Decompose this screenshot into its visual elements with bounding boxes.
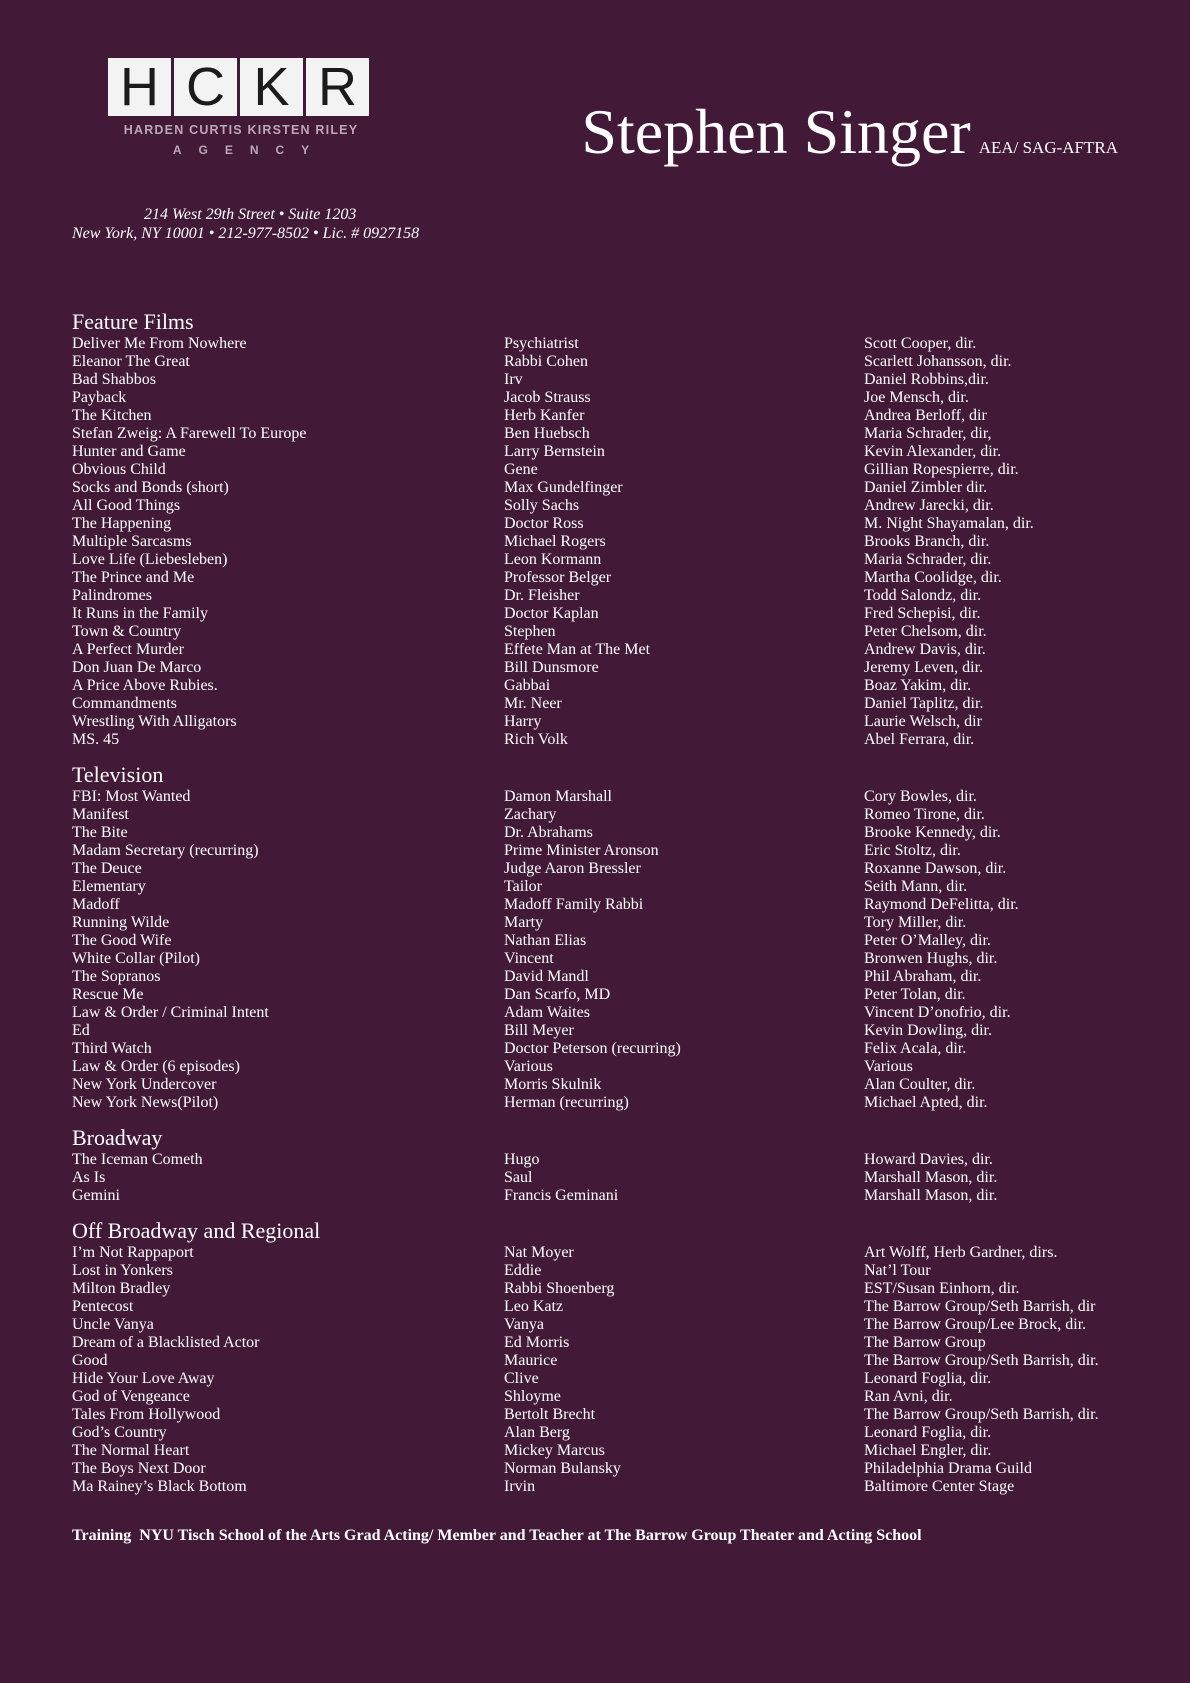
credit-role: Leon Kormann <box>504 551 602 568</box>
credit-row <box>72 950 1132 968</box>
credit-role: Stephen <box>504 623 556 640</box>
credit-director: Various <box>864 1058 913 1075</box>
credit-title: Payback <box>72 389 127 406</box>
credit-role: Mickey Marcus <box>504 1442 605 1459</box>
credit-role: Max Gundelfinger <box>504 479 623 496</box>
credit-title: Milton Bradley <box>72 1280 171 1297</box>
credit-title: Madam Secretary (recurring) <box>72 842 259 859</box>
credit-director: Peter Tolan, dir. <box>864 986 966 1003</box>
credit-role: Bill Dunsmore <box>504 659 599 676</box>
credit-role: Effete Man at The Met <box>504 641 651 658</box>
credit-director: Roxanne Dawson, dir. <box>864 860 1007 877</box>
credit-title: Lost in Yonkers <box>72 1262 173 1279</box>
credit-title: Law & Order (6 episodes) <box>72 1058 240 1075</box>
credit-role: Judge Aaron Bressler <box>504 860 641 877</box>
credit-role: Saul <box>504 1169 533 1186</box>
credit-row <box>72 1262 1132 1280</box>
credit-title: Tales From Hollywood <box>72 1406 221 1423</box>
credit-title: Town & Country <box>72 623 182 640</box>
credit-role: Maurice <box>504 1352 558 1369</box>
credit-director: Scott Cooper, dir. <box>864 335 977 352</box>
credit-row <box>72 860 1132 878</box>
credit-row <box>72 1187 1132 1205</box>
credit-role: Tailor <box>504 878 542 895</box>
credit-title: A Perfect Murder <box>72 641 184 658</box>
credit-director: Daniel Zimbler dir. <box>864 479 988 496</box>
credit-director: Peter O’Malley, dir. <box>864 932 991 949</box>
credit-director: Maria Schrader, dir. <box>864 551 992 568</box>
credit-row <box>72 986 1132 1004</box>
credit-title: I’m Not Rappaport <box>72 1244 194 1261</box>
credit-director: Daniel Taplitz, dir. <box>864 695 984 712</box>
credit-title: Deliver Me From Nowhere <box>72 335 247 352</box>
credit-row <box>72 1424 1132 1442</box>
credit-role: Rabbi Cohen <box>504 353 588 370</box>
credit-row <box>72 824 1132 842</box>
credit-row <box>72 842 1132 860</box>
credit-title: Multiple Sarcasms <box>72 533 192 550</box>
credit-row <box>72 1334 1132 1352</box>
credit-title: New York News(Pilot) <box>72 1094 219 1111</box>
credit-row <box>72 932 1132 950</box>
agency-logo <box>108 58 374 163</box>
credit-director: Gillian Ropespierre, dir. <box>864 461 1019 478</box>
credit-row <box>72 677 1132 695</box>
credit-row <box>72 1388 1132 1406</box>
credit-row <box>72 407 1132 425</box>
credit-role: Shloyme <box>504 1388 561 1405</box>
section-title: Off Broadway and Regional <box>72 1218 321 1243</box>
credit-role: Jacob Strauss <box>504 389 591 406</box>
credit-director: Fred Schepisi, dir. <box>864 605 981 622</box>
credit-row <box>72 335 1132 353</box>
credit-role: Gabbai <box>504 677 551 694</box>
agency-word: AGENCY <box>172 143 327 157</box>
credit-title: Wrestling With Alligators <box>72 713 237 730</box>
credit-title: Stefan Zweig: A Farewell To Europe <box>72 425 307 442</box>
credit-title: Good <box>72 1352 108 1369</box>
credit-director: Scarlett Johansson, dir. <box>864 353 1012 370</box>
credit-director: Alan Coulter, dir. <box>864 1076 976 1093</box>
credit-row <box>72 695 1132 713</box>
credit-director: Michael Apted, dir. <box>864 1094 988 1111</box>
credit-title: The Prince and Me <box>72 569 195 586</box>
credit-title: Hide Your Love Away <box>72 1370 215 1387</box>
credit-role: Bill Meyer <box>504 1022 574 1039</box>
credit-director: Martha Coolidge, dir. <box>864 569 1002 586</box>
credit-role: David Mandl <box>504 968 589 985</box>
credit-row <box>72 1094 1132 1112</box>
credit-director: Todd Salondz, dir. <box>864 587 982 604</box>
credit-director: M. Night Shayamalan, dir. <box>864 515 1034 532</box>
credit-title: The Deuce <box>72 860 142 877</box>
logo-letter-r: R <box>306 58 369 116</box>
credit-director: Andrea Berloff, dir <box>864 407 987 424</box>
credit-row <box>72 878 1132 896</box>
credit-title: The Sopranos <box>72 968 161 985</box>
credit-director: Bronwen Hughs, dir. <box>864 950 998 967</box>
credit-role: Harry <box>504 713 542 730</box>
credit-title: A Price Above Rubies. <box>72 677 218 694</box>
credit-director: Daniel Robbins,dir. <box>864 371 989 388</box>
credit-title: White Collar (Pilot) <box>72 950 200 967</box>
credit-role: Solly Sachs <box>504 497 580 514</box>
credit-title: Pentecost <box>72 1298 134 1315</box>
section-title: Broadway <box>72 1125 163 1150</box>
credit-director: Eric Stoltz, dir. <box>864 842 961 859</box>
credit-role: Dan Scarfo, MD <box>504 986 611 1003</box>
credit-role: Nat Moyer <box>504 1244 574 1261</box>
credit-role: Prime Minister Aronson <box>504 842 659 859</box>
actor-header <box>581 92 1118 172</box>
credit-role: Herman (recurring) <box>504 1094 629 1111</box>
credit-title: MS. 45 <box>72 731 120 748</box>
credit-title: Third Watch <box>72 1040 152 1057</box>
credit-title: The Iceman Cometh <box>72 1151 203 1168</box>
credits-sections <box>72 309 1132 1509</box>
credit-title: Love Life (Liebesleben) <box>72 551 228 568</box>
credit-title: The Normal Heart <box>72 1442 190 1459</box>
credit-row <box>72 1478 1132 1496</box>
credit-title: Elementary <box>72 878 146 895</box>
credit-row <box>72 1244 1132 1262</box>
agency-name: HARDEN CURTIS KIRSTEN RILEY <box>123 123 359 137</box>
actor-name: Stephen Singer <box>581 96 971 167</box>
credit-row <box>72 605 1132 623</box>
credit-row <box>72 1076 1132 1094</box>
credit-director: Laurie Welsch, dir <box>864 713 982 730</box>
credit-director: Boaz Yakim, dir. <box>864 677 972 694</box>
credit-row <box>72 1058 1132 1076</box>
credit-title: Don Juan De Marco <box>72 659 202 676</box>
credit-title: God of Vengeance <box>72 1388 190 1405</box>
credit-role: Gene <box>504 461 538 478</box>
credit-director: Philadelphia Drama Guild <box>864 1460 1032 1477</box>
credit-row <box>72 1022 1132 1040</box>
credit-role: Alan Berg <box>504 1424 570 1441</box>
credit-row <box>72 1316 1132 1334</box>
credit-row <box>72 1298 1132 1316</box>
credit-director: Andrew Jarecki, dir. <box>864 497 994 514</box>
credit-role: Hugo <box>504 1151 540 1168</box>
credit-title: Socks and Bonds (short) <box>72 479 229 496</box>
credit-director: Seith Mann, dir. <box>864 878 968 895</box>
credit-title: Uncle Vanya <box>72 1316 154 1333</box>
credit-role: Vanya <box>504 1316 544 1333</box>
credit-director: Marshall Mason, dir. <box>864 1169 998 1186</box>
credit-title: Palindromes <box>72 587 152 604</box>
credit-title: Gemini <box>72 1187 120 1204</box>
credit-row <box>72 461 1132 479</box>
credit-row <box>72 806 1132 824</box>
credit-title: As Is <box>72 1169 106 1186</box>
credit-director: Michael Engler, dir. <box>864 1442 992 1459</box>
credit-title: Obvious Child <box>72 461 166 478</box>
logo-letters <box>108 58 374 116</box>
credit-title: Ed <box>72 1022 90 1039</box>
credit-row <box>72 371 1132 389</box>
credit-role: Morris Skulnik <box>504 1076 602 1093</box>
credit-row <box>72 1352 1132 1370</box>
credit-row <box>72 1004 1132 1022</box>
credit-director: Vincent D’onofrio, dir. <box>864 1004 1011 1021</box>
credit-role: Doctor Ross <box>504 515 584 532</box>
credit-role: Doctor Peterson (recurring) <box>504 1040 681 1057</box>
credit-director: Leonard Foglia, dir. <box>864 1424 992 1441</box>
credit-title: The Bite <box>72 824 128 841</box>
credit-row <box>72 788 1132 806</box>
credit-director: Ran Avni, dir. <box>864 1388 953 1405</box>
credit-director: Brooke Kennedy, dir. <box>864 824 1001 841</box>
credit-director: The Barrow Group/Seth Barrish, dir. <box>864 1352 1099 1369</box>
credits-section <box>72 1125 1132 1205</box>
credit-row <box>72 731 1132 749</box>
credit-role: Vincent <box>504 950 554 967</box>
credit-director: Romeo Tirone, dir. <box>864 806 985 823</box>
credit-director: Phil Abraham, dir. <box>864 968 982 985</box>
credit-title: The Boys Next Door <box>72 1460 206 1477</box>
credit-director: Raymond DeFelitta, dir. <box>864 896 1019 913</box>
agency-address <box>72 205 419 243</box>
credit-director: EST/Susan Einhorn, dir. <box>864 1280 1020 1297</box>
logo-letter-k: K <box>240 58 303 116</box>
credit-row <box>72 497 1132 515</box>
credit-row <box>72 569 1132 587</box>
credit-row <box>72 623 1132 641</box>
credit-director: Brooks Branch, dir. <box>864 533 990 550</box>
credit-row <box>72 896 1132 914</box>
credit-role: Larry Bernstein <box>504 443 605 460</box>
credits-section <box>72 1218 1132 1496</box>
credits-section <box>72 309 1132 749</box>
credit-director: Howard Davies, dir. <box>864 1151 993 1168</box>
credit-role: Irvin <box>504 1478 536 1495</box>
credit-role: Adam Waites <box>504 1004 590 1021</box>
credit-title: The Happening <box>72 515 172 532</box>
credit-title: Commandments <box>72 695 177 712</box>
section-title: Television <box>72 762 164 787</box>
credits-section <box>72 762 1132 1112</box>
credit-director: The Barrow Group/Lee Brock, dir. <box>864 1316 1087 1333</box>
credit-row <box>72 1151 1132 1169</box>
credit-row <box>72 713 1132 731</box>
section-title: Feature Films <box>72 309 194 334</box>
credit-title: Hunter and Game <box>72 443 186 460</box>
credit-title: It Runs in the Family <box>72 605 208 622</box>
logo-letter-c: C <box>174 58 237 116</box>
credit-row <box>72 353 1132 371</box>
credit-row <box>72 551 1132 569</box>
credit-role: Francis Geminani <box>504 1187 619 1204</box>
credit-role: Madoff Family Rabbi <box>504 896 644 913</box>
credit-director: The Barrow Group/Seth Barrish, dir. <box>864 1406 1099 1423</box>
credit-title: Dream of a Blacklisted Actor <box>72 1334 260 1351</box>
credit-row <box>72 1280 1132 1298</box>
credit-role: Clive <box>504 1370 539 1387</box>
credit-title: Bad Shabbos <box>72 371 156 388</box>
credit-role: Herb Kanfer <box>504 407 585 424</box>
credit-role: Leo Katz <box>504 1298 564 1315</box>
training-line: Training NYU Tisch School of the Arts Grad Acting/ Member and Teacher at The Barrow Group Theater and Acting School <box>72 1527 922 1544</box>
credit-role: Dr. Fleisher <box>504 587 580 604</box>
credit-role: Professor Belger <box>504 569 612 586</box>
credit-role: Michael Rogers <box>504 533 606 550</box>
credit-role: Various <box>504 1058 553 1075</box>
credit-role: Dr. Abrahams <box>504 824 593 841</box>
credit-director: The Barrow Group <box>864 1334 986 1351</box>
credit-row <box>72 659 1132 677</box>
credit-row <box>72 1169 1132 1187</box>
credit-director: The Barrow Group/Seth Barrish, dir <box>864 1298 1096 1315</box>
credit-role: Psychiatrist <box>504 335 579 352</box>
credit-role: Doctor Kaplan <box>504 605 599 622</box>
credit-director: Nat’l Tour <box>864 1262 931 1279</box>
credit-title: Rescue Me <box>72 986 144 1003</box>
credit-director: Kevin Alexander, dir. <box>864 443 1002 460</box>
credit-director: Andrew Davis, dir. <box>864 641 986 658</box>
credit-director: Abel Ferrara, dir. <box>864 731 975 748</box>
credit-role: Nathan Elias <box>504 932 587 949</box>
credit-director: Art Wolff, Herb Gardner, dirs. <box>864 1244 1058 1261</box>
credit-row <box>72 968 1132 986</box>
credit-director: Maria Schrader, dir, <box>864 425 992 442</box>
union-affiliations: AEA/ SAG-AFTRA <box>978 138 1118 157</box>
credit-row <box>72 425 1132 443</box>
credit-role: Zachary <box>504 806 557 823</box>
credit-row <box>72 533 1132 551</box>
credit-director: Marshall Mason, dir. <box>864 1187 998 1204</box>
credit-title: Ma Rainey’s Black Bottom <box>72 1478 247 1495</box>
address-line-1: 214 West 29th Street • Suite 1203 <box>144 206 357 223</box>
credit-role: Eddie <box>504 1262 542 1279</box>
credit-role: Ben Huebsch <box>504 425 590 442</box>
credit-role: Mr. Neer <box>504 695 562 712</box>
credit-role: Marty <box>504 914 544 931</box>
credit-title: Madoff <box>72 896 120 913</box>
credit-title: All Good Things <box>72 497 181 514</box>
credit-row <box>72 587 1132 605</box>
credit-row <box>72 389 1132 407</box>
credit-role: Rich Volk <box>504 731 568 748</box>
credit-row <box>72 914 1132 932</box>
credit-role: Rabbi Shoenberg <box>504 1280 615 1297</box>
credit-title: FBI: Most Wanted <box>72 788 191 805</box>
address-line-2: New York, NY 10001 • 212-977-8502 • Lic. # 0927158 <box>72 225 420 242</box>
credit-director: Cory Bowles, dir. <box>864 788 977 805</box>
credit-row <box>72 641 1132 659</box>
credit-role: Irv <box>504 371 523 388</box>
credit-row <box>72 1406 1132 1424</box>
credit-title: God’s Country <box>72 1424 167 1441</box>
credit-title: Eleanor The Great <box>72 353 190 370</box>
credit-title: Manifest <box>72 806 129 823</box>
credit-role: Damon Marshall <box>504 788 612 805</box>
credit-title: Law & Order / Criminal Intent <box>72 1004 269 1021</box>
credit-row <box>72 1040 1132 1058</box>
credit-director: Tory Miller, dir. <box>864 914 967 931</box>
credit-director: Kevin Dowling, dir. <box>864 1022 992 1039</box>
logo-letter-h: H <box>108 58 171 116</box>
credit-row <box>72 479 1132 497</box>
credit-director: Peter Chelsom, dir. <box>864 623 987 640</box>
credit-director: Baltimore Center Stage <box>864 1478 1015 1495</box>
credit-director: Leonard Foglia, dir. <box>864 1370 992 1387</box>
credit-row <box>72 1370 1132 1388</box>
credit-title: The Good Wife <box>72 932 172 949</box>
credit-row <box>72 1460 1132 1478</box>
credit-role: Ed Morris <box>504 1334 570 1351</box>
credit-title: Running Wilde <box>72 914 170 931</box>
credit-row <box>72 515 1132 533</box>
credit-row <box>72 1442 1132 1460</box>
credit-director: Joe Mensch, dir. <box>864 389 969 406</box>
credit-director: Jeremy Leven, dir. <box>864 659 984 676</box>
credit-title: New York Undercover <box>72 1076 217 1093</box>
credit-director: Felix Acala, dir. <box>864 1040 967 1057</box>
credit-role: Norman Bulansky <box>504 1460 621 1477</box>
credit-title: The Kitchen <box>72 407 152 424</box>
credit-row <box>72 443 1132 461</box>
credit-role: Bertolt Brecht <box>504 1406 596 1423</box>
